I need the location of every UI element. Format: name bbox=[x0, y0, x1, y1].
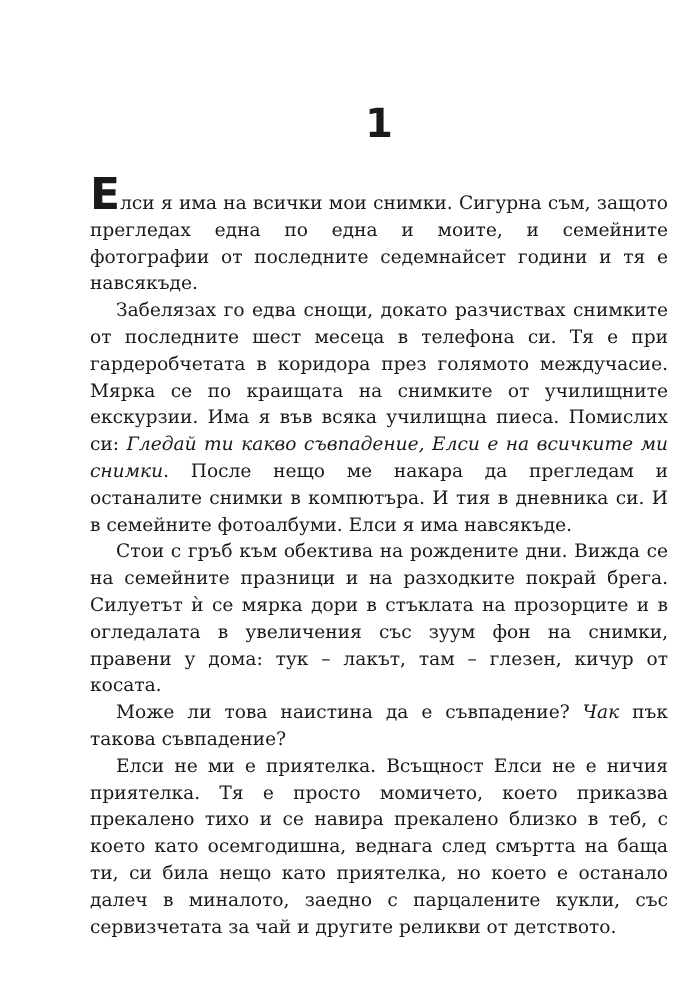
text-run: пък такова съвпадение? bbox=[90, 702, 668, 750]
text-run: Може ли това наистина да е съвпадение? bbox=[116, 702, 583, 724]
text-run: Елси не ми е приятелка. Всъщност Елси не е ничия приятелка. Тя е просто момичето, което приказва прекалено тихо и се навира прекалено близко в теб, с което като осемгодишна, веднага след смъртта на баща ти, си била нещо като приятелка, но което е останало далеч в миналото, заедно с парцалените кукли, със сервизчетата за чай и другите реликви от детството. bbox=[90, 755, 668, 938]
text-run: Стои с гръб към обектива на рождените дни. Вижда се на семейните празници и на разходките покрай брега. Силуетът ѝ се мярка дори в стъклата на прозорците и в огледалата в увеличения със зуум фон на снимки, правени у дома: тук – лакът, там – глезен, кичур от косата. bbox=[90, 541, 668, 697]
paragraph bbox=[90, 754, 668, 942]
drop-cap: Е bbox=[90, 169, 121, 220]
italic-text-run: Чак bbox=[582, 702, 620, 724]
paragraph bbox=[90, 298, 668, 539]
paragraph bbox=[90, 169, 668, 298]
text-run: . После нещо ме накара да прегледам и останалите снимки в компютъра. И тия в дневника си. И в семейните фотоалбуми. Елси я има навсякъде. bbox=[90, 460, 668, 536]
book-page bbox=[90, 0, 668, 990]
paragraph bbox=[90, 700, 668, 754]
text-run: Забелязах го едва снощи, докато разчиствах снимките от последните шест месеца в телефона си. Тя е при гардеробчетата в коридора през голямото междучасие. Мярка се по краищата на снимките от училищните екскурзии. Има я във всяка училищна пиеса. Помислих си: bbox=[90, 300, 668, 456]
chapter-number: 1 bbox=[365, 101, 393, 147]
italic-text-run: Гледай ти какво съвпадение, Елси е на всичките ми снимки bbox=[90, 434, 668, 482]
paragraph bbox=[90, 539, 668, 700]
text-run: лси я има на всички мои снимки. Сигурна съм, защото прегледах една по една и моите, и семейните фотографии от последните седемнайсет години и тя е навсякъде. bbox=[90, 193, 668, 295]
chapter-body bbox=[90, 169, 668, 941]
